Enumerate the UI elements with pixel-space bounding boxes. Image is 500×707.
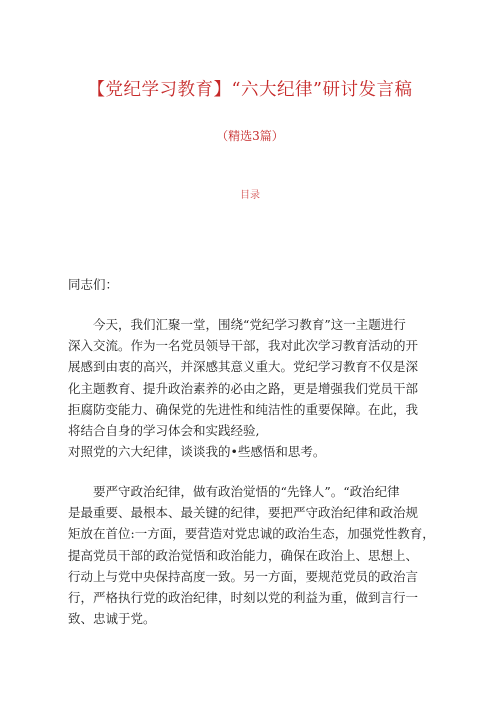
paragraph-line: 行，严格执行党的政治纪律，时刻以党的利益为重，做到言行一 [68, 590, 419, 606]
paragraph-intro [68, 314, 418, 462]
document-title: 【党纪学习教育】“六大纪律”研讨发言稿 [87, 80, 413, 100]
paragraph-line: 行动上与党中央保持高度一致。另一方面，要规范党员的政治言 [68, 568, 419, 584]
paragraph-line: 化主题教育、提升政治素养的必由之路，更是增强我们党员干部 [68, 380, 419, 396]
paragraph-line: 将结合自身的学习体会和实践经验, [68, 423, 260, 439]
paragraph-line: 拒腐防变能力、确保党的先进性和纯洁性的重要保障。在此，我 [68, 401, 419, 417]
paragraph-line: 今天，我们汇聚一堂，围绕“党纪学习教育”这一主题进行 [68, 317, 406, 332]
paragraph-line: 对照党的六大纪律，谈谈我的•些感悟和思考。 [68, 444, 326, 460]
paragraph-line: 是最重要、最根本、最关键的纪律，要把严守政治纪律和政治规 [68, 505, 419, 521]
paragraph-line: 致、忠诚于党。 [68, 611, 156, 627]
document-subtitle: （精选3篇） [216, 129, 284, 143]
paragraph-line: 深入交流。作为一名党员领导干部，我对此次学习教育活动的开 [68, 338, 419, 354]
paragraph-political-discipline [68, 481, 435, 629]
paragraph-line: 要严守政治纪律，做有政治觉悟的“先锋人”。“政治纪律 [68, 484, 400, 499]
paragraph-line: 提高党员干部的政治觉悟和政治能力，确保在政治上、思想上、 [68, 547, 419, 563]
toc-label: 目录 [240, 190, 260, 201]
paragraph-line: 展感到由衷的高兴，并深感其意义重大。党纪学习教育不仅是深 [68, 359, 419, 375]
paragraph-line: 矩放在首位:一方面，要营造对党忠诚的政治生态，加强党性教育， [68, 526, 435, 542]
greeting: 同志们： [68, 277, 119, 292]
